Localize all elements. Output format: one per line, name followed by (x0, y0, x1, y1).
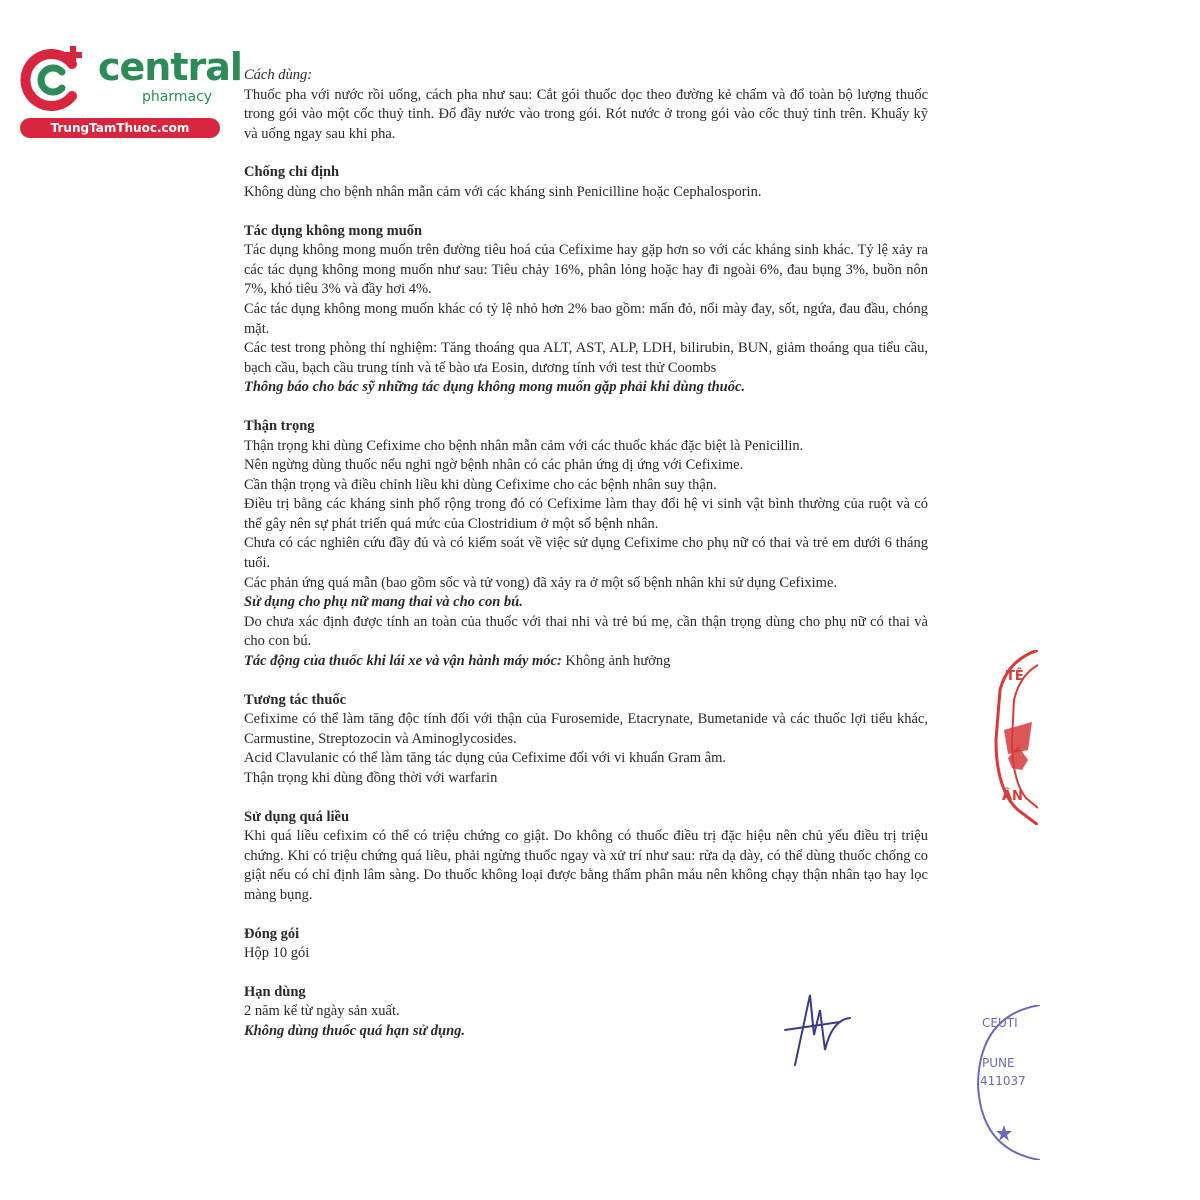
contraindication-section (244, 163, 928, 202)
expiry-note: Không dùng thuốc quá hạn sử dụng. (244, 1022, 466, 1039)
interactions-paragraph: Thận trọng khi dùng đồng thời với warfarin (244, 770, 498, 786)
red-stamp-text: TÊ (1006, 669, 1024, 684)
pregnancy-heading: Sử dụng cho phụ nữ mang thai và cho con bú. (244, 594, 523, 611)
overdose-section (244, 808, 928, 906)
red-stamp-text: ÂN (1002, 789, 1023, 804)
caution-paragraph: Các phản ứng quá mẫn (bao gồm sốc và tử vong) đã xảy ra ở một số bệnh nhân khi sử dụng Cefixime. (244, 574, 837, 591)
caution-paragraph: Điều trị bằng các kháng sinh phổ rộng trong đó có Cefixime làm thay đổi hệ vi sinh vật bình thường của ruột và có thể gây nên sự phát triển quá mức của Clostridium ở một số bệnh nhân. (244, 496, 928, 532)
red-stamp-icon (978, 650, 1038, 825)
usage-text: Thuốc pha với nước rồi uống, cách pha như sau: Cắt gói thuốc dọc theo đường kẻ chấm và đổ toàn bộ lượng thuốc trong gói vào một cốc thuỷ tinh. Đổ đầy nước vào trong gói. Rót nước ở trong gói vào cốc thuỷ tinh trên. Khuấy kỹ và uống ngay sau khi pha. (244, 86, 928, 142)
usage-section (244, 66, 928, 144)
side-effects-paragraph: Các tác dụng không mong muốn khác có tỷ lệ nhỏ hơn 2% bao gồm: mẩn đỏ, nổi mày đay, sốt, ngứa, đau đầu, chóng mặt. (244, 300, 928, 337)
packaging-text: Hộp 10 gói (244, 945, 310, 962)
driving-line (244, 652, 928, 672)
document-body (244, 66, 928, 1061)
central-pharmacy-logo-icon (10, 38, 94, 122)
overdose-text: Khi quá liều cefixim có thể có triệu chứng co giật. Do không có thuốc điều trị đặc hiệu nên chủ yếu điều trị triệu chứng. Khi có triệu chứng quá liều, phải ngừng thuốc ngay và xử trí như sau: rửa dạ dày, có thể dùng thuốc chống co giật nếu có chỉ định lâm sàng. Do thuốc không loại được bằng thẩm phân máu nên không chạy thận nhân tạo hay lọc màng bụng. (244, 828, 928, 903)
contraindication-text: Không dùng cho bệnh nhân mẫn cảm với các kháng sinh Penicilline hoặc Cephalosporin. (244, 183, 762, 200)
interactions-heading: Tương tác thuốc (244, 691, 347, 708)
packaging-section (244, 925, 928, 964)
interactions-paragraph: Cefixime có thể làm tăng độc tính đối với thận của Furosemide, Etacrynate, Bumetanide và các thuốc lợi tiểu khác, Carmustine, Streptozocin và Aminoglycosides. (244, 711, 928, 747)
caution-heading: Thận trọng (244, 417, 315, 434)
side-effects-paragraph: Tác dụng không mong muốn trên đường tiêu hoá của Cefixime hay gặp hơn so với các kháng sinh khác. Tỷ lệ xảy ra các tác dụng không mong muốn như sau: Tiêu chảy 16%, phân lỏng hoặc hay đi ngoài 6%, đau bụng 3%, buồn nôn 7%, khó tiêu 3% và đầy hơi 4%. (244, 242, 928, 298)
signature-icon (780, 990, 860, 1070)
interactions-paragraph: Acid Clavulanic có thể làm tăng tác dụng của Cefixime đối với vi khuẩn Gram âm. (244, 750, 727, 767)
brand-name: central (98, 45, 242, 89)
expiry-text: 2 năm kể từ ngày sản xuất. (244, 1003, 400, 1020)
brand-logo (10, 30, 242, 140)
blue-stamp-text: PUNE (982, 1056, 1015, 1070)
side-effects-section (244, 222, 928, 398)
packaging-heading: Đóng gói (244, 925, 300, 942)
expiry-heading: Hạn dùng (244, 983, 306, 1000)
brand-website-badge[interactable]: TrungTamThuoc.com (20, 118, 220, 138)
contraindication-heading: Chống chỉ định (244, 164, 340, 181)
side-effects-heading: Tác dụng không mong muốn (244, 222, 423, 239)
caution-paragraph: Thận trọng khi dùng Cefixime cho bệnh nhân mẫn cảm với các thuốc khác đặc biệt là Penicillin. (244, 437, 804, 454)
caution-paragraph: Chưa có các nghiên cứu đầy đủ và có kiểm soát về việc sử dụng Cefixime cho phụ nữ có thai và trẻ em dưới 6 tháng tuổi. (244, 535, 928, 572)
interactions-section (244, 691, 928, 789)
pregnancy-text: Do chưa xác định được tính an toàn của thuốc với thai nhi và trẻ bú mẹ, cần thận trọng dùng cho phụ nữ có thai và cho con bú. (244, 613, 928, 650)
driving-label: Tác động của thuốc khi lái xe và vận hành máy móc: (244, 653, 562, 670)
caution-section (244, 417, 928, 672)
blue-stamp-text: 411037 (980, 1074, 1026, 1088)
driving-text: Không ảnh hưởng (561, 653, 671, 670)
caution-paragraph: Nên ngừng dùng thuốc nếu nghi ngờ bệnh nhân có các phản ứng dị ứng với Cefixime. (244, 457, 744, 474)
brand-subtitle: pharmacy (142, 89, 213, 105)
usage-heading: Cách dùng: (244, 67, 313, 83)
blue-stamp-text: CEUTI (982, 1016, 1018, 1030)
side-effects-note: Thông báo cho bác sỹ những tác dụng không mong muốn gặp phải khi dùng thuốc. (244, 379, 746, 396)
side-effects-paragraph: Các test trong phòng thí nghiệm: Tăng thoáng qua ALT, AST, ALP, LDH, bilirubin, BUN, giảm thoáng qua tiểu cầu, bạch cầu, bạch cầu trung tính và tế bào ưa Eosin, dương tính với test thử Coombs (244, 340, 928, 376)
overdose-heading: Sử dụng quá liều (244, 808, 350, 825)
caution-paragraph: Cần thận trọng và điều chỉnh liều khi dùng Cefixime cho các bệnh nhân suy thận. (244, 476, 717, 493)
blue-stamp-icon (970, 1005, 1040, 1160)
